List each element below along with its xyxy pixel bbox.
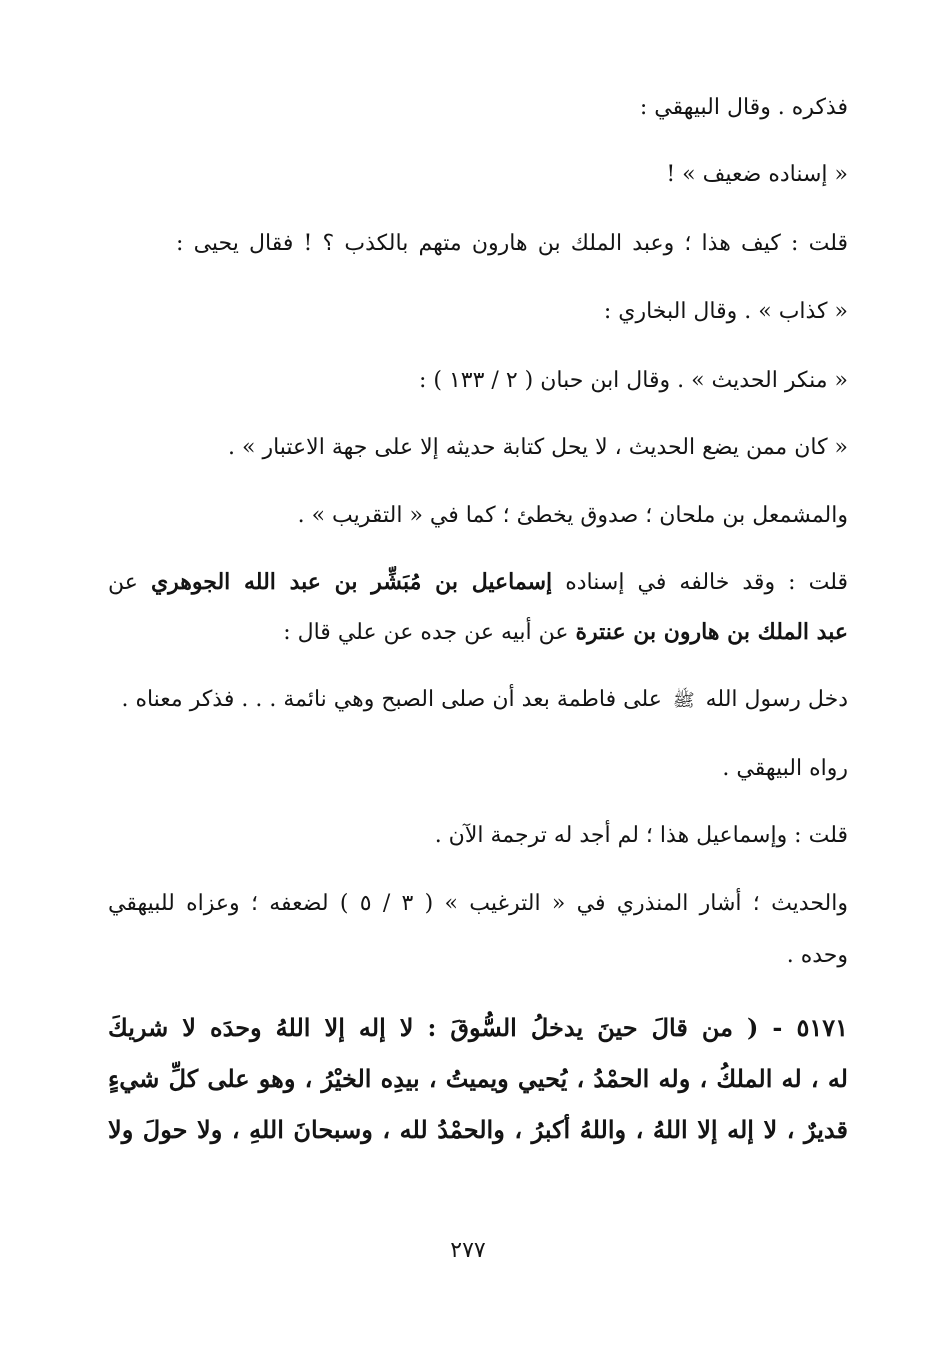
text-line-14: وحده . — [786, 943, 848, 968]
narrator-name: عبد الملك بن هارون بن عنترة — [575, 619, 848, 645]
text-line-3: قلت : كيف هذا ؛ وعبد الملك بن هارون متهم بالكذب ؟ ! فقال يحيى : — [176, 231, 848, 256]
text-line-9 — [88, 616, 848, 649]
text-line-4: « كذاب » . وقال البخاري : — [603, 299, 848, 324]
text-segment: عن أبيه عن جده عن علي قال : — [283, 620, 569, 645]
hadith-line-1: ٥١٧١ - ( من قالَ حينَ يدخلُ السُّوقَ : لا إله إلا اللهُ وحدَه لا شريكَ — [108, 1013, 848, 1042]
text-segment: قلت : وقد خالفه في إسناده — [565, 570, 849, 595]
text-line-10 — [88, 684, 848, 717]
text-segment: عن — [108, 570, 138, 595]
text-line-11: رواه البيهقي . — [722, 756, 848, 781]
text-line-6: « كان ممن يضع الحديث ، لا يحل كتابة حديثه إلا على جهة الاعتبار » . — [228, 435, 848, 460]
text-line-1: فذكره . وقال البيهقي : — [639, 95, 848, 120]
text-line-12: قلت : وإسماعيل هذا ؛ لم أجد له ترجمة الآن . — [434, 823, 848, 848]
text-line-2: « إسناده ضعيف » ! — [666, 162, 848, 187]
text-line-5: « منكر الحديث » . وقال ابن حبان ( ٢ / ١٣٣ ) : — [418, 368, 848, 393]
page-number: ٢٧٧ — [450, 1238, 486, 1263]
text-line-13: والحديث ؛ أشار المنذري في « الترغيب » ( ٣ / ٥ ) لضعفه ؛ وعزاه للبيهقي — [108, 891, 848, 916]
hadith-line-3: قديرٌ ، لا إله إلا اللهُ ، واللهُ أكبرُ ، والحمْدُ لله ، وسبحانَ اللهِ ، ولا حولَ ولا — [108, 1115, 848, 1144]
text-segment: دخل رسول الله — [705, 687, 848, 712]
salawat-seal-icon: ﷺ — [672, 690, 695, 711]
hadith-line-2: له ، له الملكُ ، وله الحمْدُ ، يُحيي ويميتُ ، بيدِه الخيْرُ ، وهو على كلِّ شيءٍ — [108, 1064, 848, 1093]
text-line-8 — [108, 566, 848, 599]
text-segment: على فاطمة بعد أن صلى الصبح وهي نائمة . . . فذكر معناه . — [121, 687, 662, 712]
narrator-name: إسماعيل بن مُبَشِّر بن عبد الله الجوهري — [150, 569, 553, 595]
text-line-7: والمشمعل بن ملحان ؛ صدوق يخطئ ؛ كما في « التقريب » . — [297, 503, 848, 528]
